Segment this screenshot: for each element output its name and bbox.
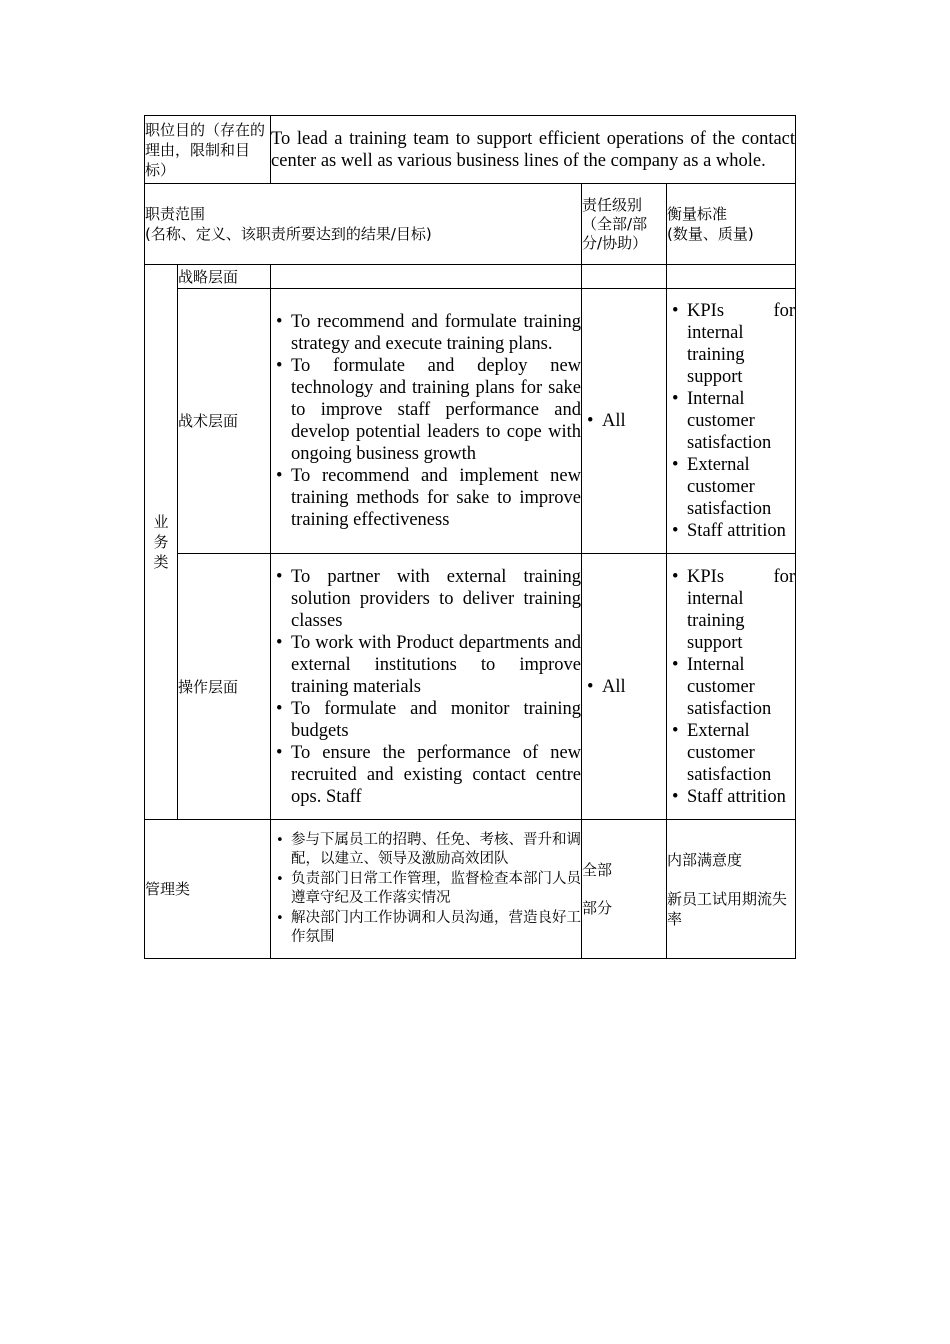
operational-level-list (582, 676, 666, 698)
operational-duties-cell (271, 554, 582, 820)
scope-header (145, 184, 582, 265)
tactical-row (145, 289, 796, 554)
operational-measure-list (667, 566, 795, 808)
management-level-all: 全部 (582, 861, 613, 879)
list-item: • To ensure the performance of new recruited and existing contact centre ops. Staff (271, 742, 581, 808)
list-item: • To work with Product departments and external institutions to improve training materials (271, 632, 581, 698)
list-item: • External customer satisfaction (667, 720, 795, 786)
tactical-level-label: 战术层面 (178, 289, 271, 554)
list-item: • To partner with external training solution providers to deliver training classes (271, 566, 581, 632)
operational-row (145, 554, 796, 820)
header-row (145, 184, 796, 265)
scope-header-title: 职责范围 (145, 205, 206, 223)
operational-duties-list (271, 566, 581, 808)
scope-header-subtitle: (名称、定义、该职责所要达到的结果/目标) (145, 225, 432, 243)
purpose-text: To lead a training team to support efficient operations of the contact center as well as various business lines of the company as a whole. (271, 116, 796, 184)
list-item: • KPIs for internal training support (667, 566, 795, 654)
list-item: • Staff attrition (667, 786, 795, 808)
measure-header (667, 184, 796, 265)
list-item: • 解决部门内工作协调和人员沟通，营造良好工作氛围 (271, 909, 581, 948)
business-category-char: 业 (153, 513, 169, 531)
list-item: • To recommend and formulate training strategy and execute training plans. (271, 311, 581, 355)
management-measure-cell (667, 820, 796, 959)
tactical-duties-list (271, 311, 581, 531)
list-item: • Internal customer satisfaction (667, 654, 795, 720)
business-category-char: 务 (153, 533, 169, 551)
list-item: • Staff attrition (667, 520, 795, 542)
list-item: • To recommend and implement new training methods for sake to improve training effectiveness (271, 465, 581, 531)
measure-header-subtitle: (数量、质量) (667, 225, 754, 243)
strategic-duties-cell (271, 265, 582, 289)
strategic-level-label: 战略层面 (178, 265, 271, 289)
strategic-row (145, 265, 796, 289)
management-measure-satisfaction: 内部满意度 (667, 850, 743, 869)
tactical-duties-cell (271, 289, 582, 554)
management-duties-cell (271, 820, 582, 959)
strategic-level-cell (582, 265, 667, 289)
operational-level-cell (582, 554, 667, 820)
list-item: • Internal customer satisfaction (667, 388, 795, 454)
management-level-part: 部分 (582, 899, 613, 917)
list-item: • 负责部门日常工作管理，监督检查本部门人员遵章守纪及工作落实情况 (271, 870, 581, 909)
spacer (667, 870, 795, 889)
management-row (145, 820, 796, 959)
list-item: • KPIs for internal training support (667, 300, 795, 388)
tactical-level-list (582, 410, 666, 432)
list-item: • To formulate and monitor training budgets (271, 698, 581, 742)
purpose-label: 职位目的（存在的理由，限制和目标） (145, 116, 271, 184)
operational-level-label: 操作层面 (178, 554, 271, 820)
spacer (582, 880, 666, 898)
list-item: • All (582, 676, 666, 698)
strategic-measure-cell (667, 265, 796, 289)
measure-header-title: 衡量标准 (667, 205, 728, 223)
management-level-cell (582, 820, 667, 959)
level-header: 责任级别（全部/部分/协助） (582, 184, 667, 265)
operational-measure-cell (667, 554, 796, 820)
tactical-measure-list (667, 300, 795, 542)
list-item: • External customer satisfaction (667, 454, 795, 520)
list-item: • 参与下属员工的招聘、任免、考核、晋升和调配，以建立、领导及激励高效团队 (271, 831, 581, 870)
tactical-measure-cell (667, 289, 796, 554)
list-item: • All (582, 410, 666, 432)
job-description-table (144, 115, 796, 959)
management-measure-attrition: 新员工试用期流失率 (667, 889, 788, 928)
tactical-level-cell (582, 289, 667, 554)
list-item: • To formulate and deploy new technology and training plans for sake to improve staff performance and develop potential leaders to cope with ongoing business growth (271, 355, 581, 465)
management-category-label: 管理类 (145, 820, 271, 959)
management-duties-list (271, 831, 581, 948)
purpose-row (145, 116, 796, 184)
business-category-char: 类 (153, 553, 169, 571)
business-category-label (145, 265, 178, 820)
